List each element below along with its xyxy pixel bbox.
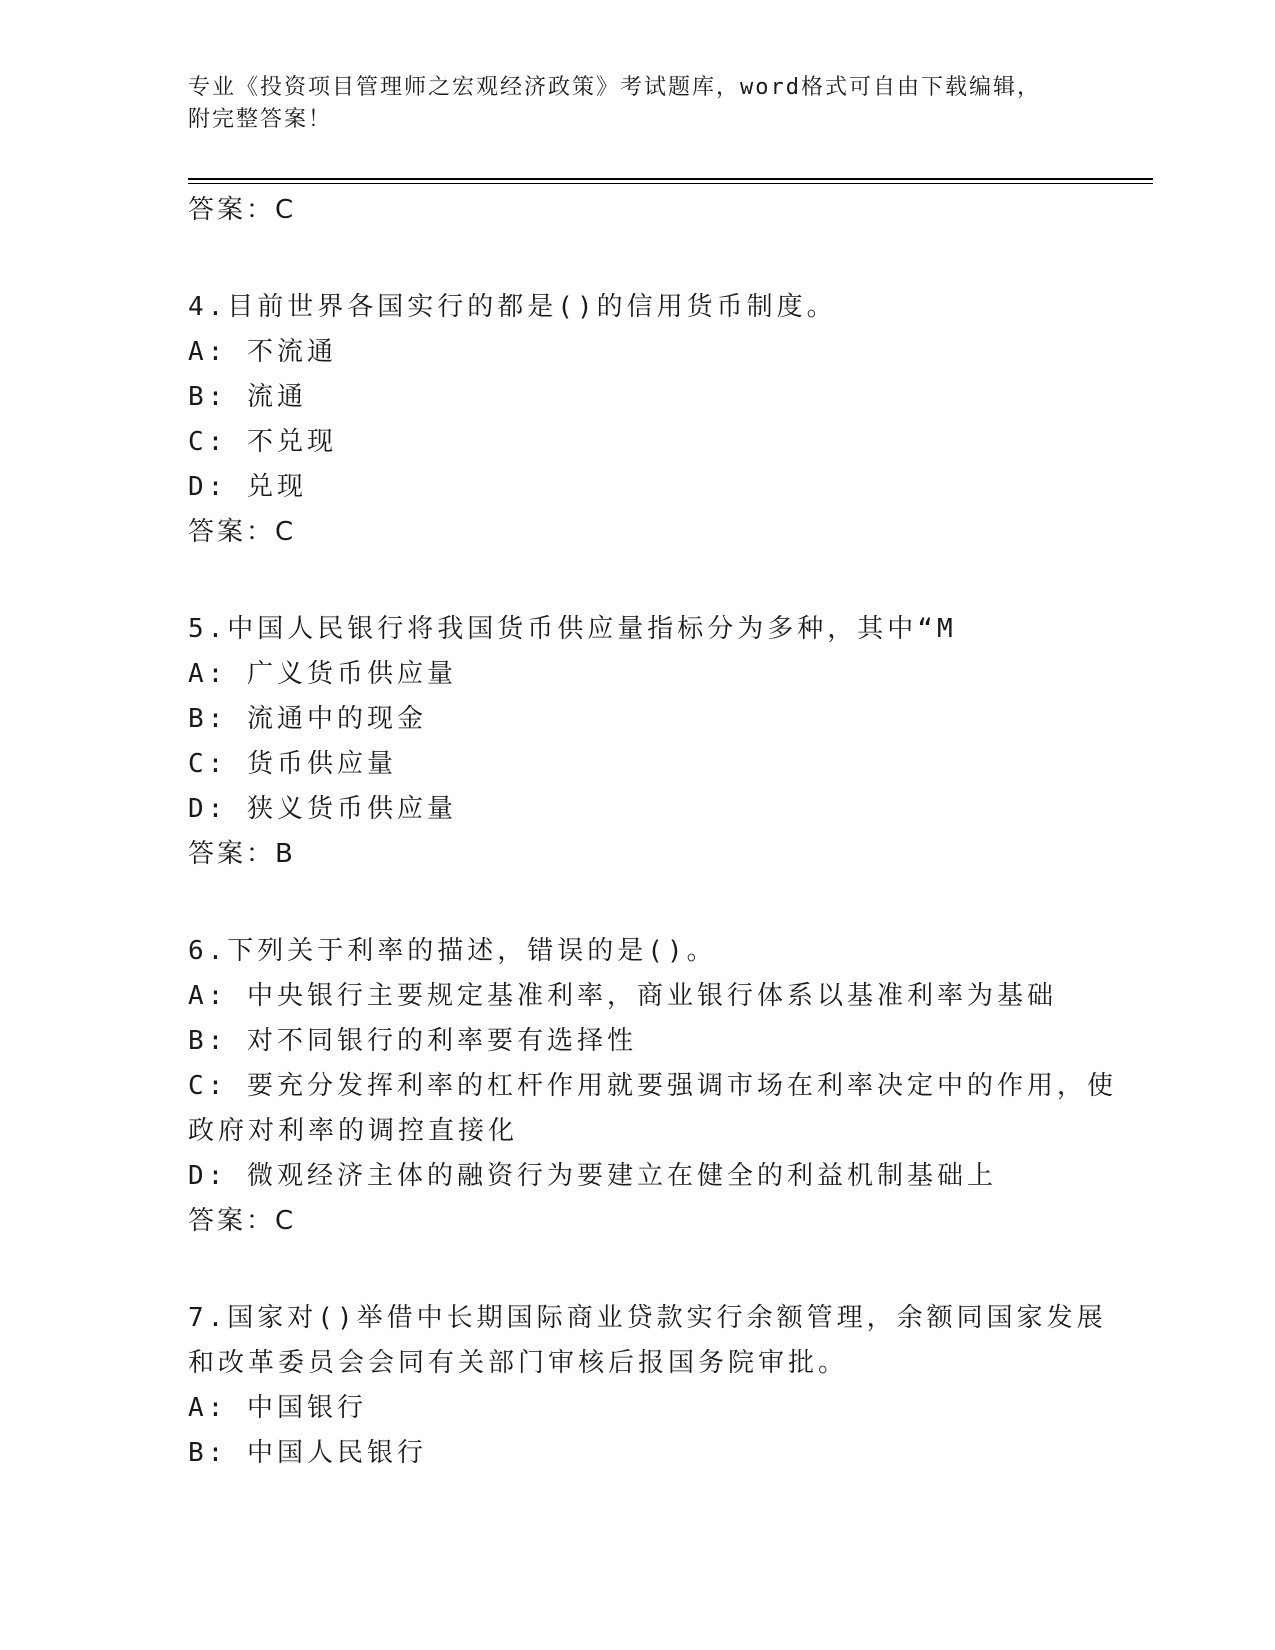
option-b: B: 流通中的现金 <box>188 704 427 734</box>
spacer <box>188 1244 1068 1296</box>
answer: 答案：C <box>188 517 297 547</box>
question-7 <box>188 1296 1107 1476</box>
page-header <box>188 72 1088 136</box>
header-rule-thick <box>188 178 1153 180</box>
option-c: C: 货币供应量 <box>188 749 397 779</box>
question-stem: 4.目前世界各国实行的都是()的信用货币制度。 <box>188 292 837 322</box>
option-c-continued: 政府对利率的调控直接化 <box>188 1116 519 1146</box>
option-c: C: 要充分发挥利率的杠杆作用就要强调市场在利率决定中的作用，使 <box>188 1071 1117 1101</box>
option-b: B: 对不同银行的利率要有选择性 <box>188 1026 637 1056</box>
question-4 <box>188 285 1068 555</box>
question-stem: 6.下列关于利率的描述，错误的是()。 <box>188 936 717 966</box>
previous-answer: 答案：C <box>188 195 297 225</box>
exam-content <box>188 188 1117 1476</box>
question-stem: 7.国家对()举借中长期国际商业贷款实行余额管理，余额同国家发展 <box>188 1303 1107 1333</box>
question-stem-continued: 和改革委员会会同有关部门审核后报国务院审批。 <box>188 1348 849 1378</box>
option-a: A: 广义货币供应量 <box>188 659 457 689</box>
option-d: D: 微观经济主体的融资行为要建立在健全的利益机制基础上 <box>188 1161 997 1191</box>
question-5 <box>188 607 1068 877</box>
option-a: A: 中央银行主要规定基准利率，商业银行体系以基准利率为基础 <box>188 981 1057 1011</box>
spacer <box>188 555 1068 607</box>
header-line-2: 附完整答案！ <box>188 107 333 132</box>
option-a: A: 中国银行 <box>188 1393 367 1423</box>
question-stem: 5.中国人民银行将我国货币供应量指标分为多种，其中“M <box>188 614 957 644</box>
spacer <box>188 877 1068 929</box>
question-6 <box>188 929 1117 1244</box>
answer: 答案：C <box>188 1206 297 1236</box>
option-d: D: 兑现 <box>188 472 307 502</box>
option-d: D: 狭义货币供应量 <box>188 794 457 824</box>
header-line-1: 专业《投资项目管理师之宏观经济政策》考试题库，word格式可自由下载编辑， <box>188 75 1041 100</box>
answer: 答案：B <box>188 839 296 869</box>
option-a: A: 不流通 <box>188 337 337 367</box>
option-b: B: 流通 <box>188 382 307 412</box>
spacer <box>188 233 1068 285</box>
option-c: C: 不兑现 <box>188 427 337 457</box>
header-rule-thin <box>188 183 1153 184</box>
option-b: B: 中国人民银行 <box>188 1438 427 1468</box>
